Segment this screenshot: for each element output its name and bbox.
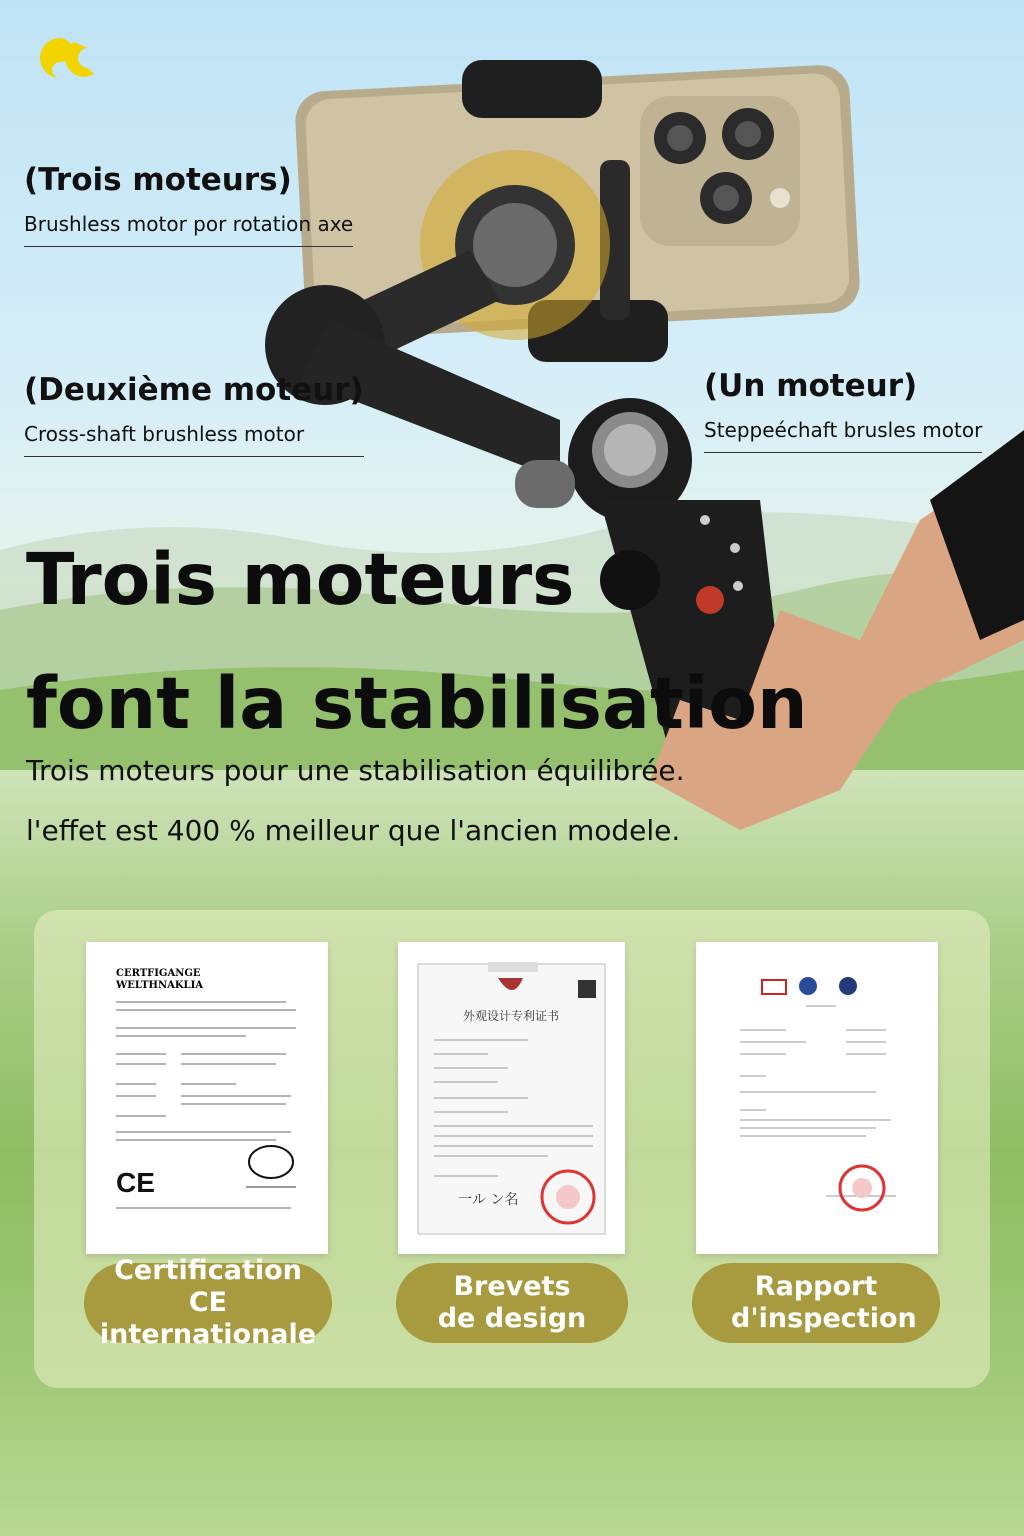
design-patent-title: 外观设计专利证书 bbox=[462, 1009, 560, 1023]
ce-certificate-image bbox=[86, 942, 328, 1254]
inspection-report-document bbox=[696, 942, 938, 1254]
right-motor-title: (Un moteur) bbox=[704, 368, 918, 404]
design-patent-badge bbox=[396, 1263, 628, 1343]
design-patent-document bbox=[398, 942, 625, 1254]
middle-motor-title: (Deuxième moteur) bbox=[24, 372, 364, 408]
ce-certification-badge bbox=[84, 1255, 332, 1350]
design-patent-label: Brevets de design bbox=[437, 1271, 587, 1334]
headline bbox=[26, 518, 808, 766]
design-patent-signature: 一ル ン名 bbox=[458, 1192, 519, 1208]
design-patent-image bbox=[398, 942, 625, 1254]
ce-mark: CE bbox=[116, 1167, 155, 1198]
top-motor-label bbox=[24, 162, 353, 247]
ce-certificate-text-lines bbox=[86, 992, 328, 1222]
ce-certificate-title: CERTFIGANGE WELTHNAKLIA bbox=[116, 968, 204, 991]
inspection-report-badge bbox=[692, 1263, 940, 1343]
headline-line-2: font la stabilisation bbox=[26, 662, 808, 745]
right-motor-subtitle: Steppeéchaft brusles motor bbox=[704, 418, 982, 453]
ce-certification-label: Certification CE internationale bbox=[99, 1255, 317, 1350]
description-line-2: l'effet est 400 % meilleur que l'ancien modele. bbox=[26, 814, 681, 847]
description-line-1: Trois moteurs pour une stabilisation équilibrée. bbox=[26, 754, 685, 787]
middle-motor-label bbox=[24, 372, 364, 457]
right-motor-label bbox=[704, 368, 982, 453]
top-motor-subtitle: Brushless motor por rotation axe bbox=[24, 212, 353, 247]
inspection-report-image bbox=[696, 942, 938, 1254]
inspection-report-label: Rapport d'inspection bbox=[731, 1271, 917, 1334]
headline-line-1: Trois moteurs bbox=[26, 538, 575, 621]
top-motor-title: (Trois moteurs) bbox=[24, 162, 292, 198]
middle-motor-subtitle: Cross-shaft brushless motor bbox=[24, 422, 364, 457]
